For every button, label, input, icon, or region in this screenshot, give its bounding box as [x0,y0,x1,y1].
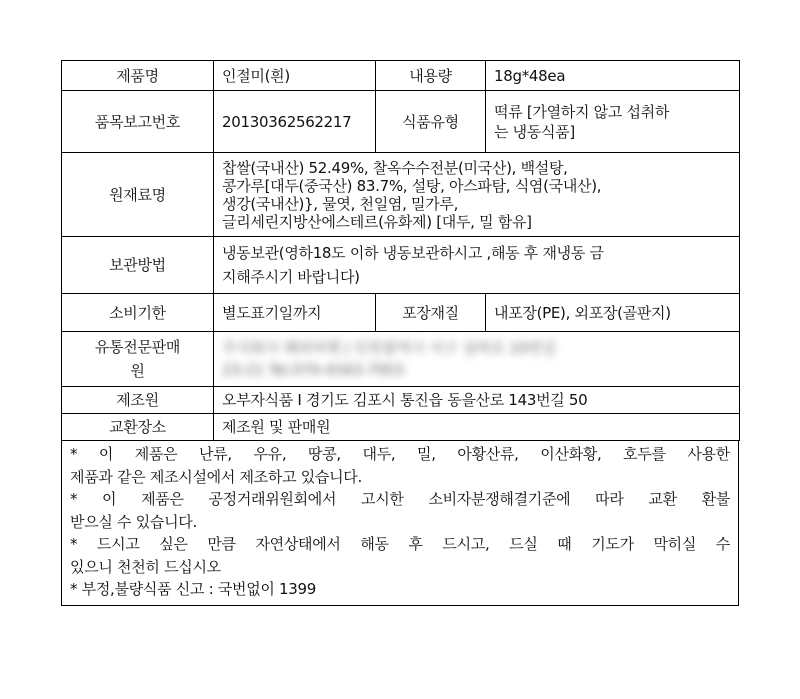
ingredients-row [62,153,740,237]
food-type-line-2: 는 냉동식품] [494,122,575,141]
report-number-value: 20130362562217 [214,91,376,153]
eating-notice-line-2: 있으니 천천히 드십시오 [70,557,221,576]
distributor-value-line-1: 주식회사 해피마켓 | 인천광역시 서구 실바로 10번길 [222,339,556,357]
distributor-value-line-2: 23-21 Tel.070-4343-7953 [222,361,405,379]
food-label-sheet [61,60,739,606]
packaging-label: 포장재질 [376,294,486,332]
ingredients-value [214,153,740,237]
ingredients-line-1: 찹쌀(국내산) 52.49%, 찰옥수수전분(미국산), 백설탕, [222,158,568,177]
product-name-value: 인절미(흰) [214,61,376,91]
distributor-label-line-2: 원 [130,362,145,380]
exchange-notice-line-2: 받으실 수 있습니다. [70,512,197,531]
distributor-label [62,332,214,387]
distributor-row [62,332,740,387]
ingredients-line-4: 글리세린지방산에스테르(유화제) [대두, 밀 함유] [222,212,532,231]
ingredients-line-2: 콩가루[대두(중국산) 83.7%, 설탕, 아스파탐, 식염(국내산), [222,176,602,195]
manufacturer-value: 오부자식품 I 경기도 김포시 통진읍 동을산로 143번길 50 [214,387,740,414]
expiry-value: 별도표기일까지 [214,294,376,332]
allergen-notice-line-1: * 이 제품은 난류, 우유, 땅콩, 대두, 밀, 아황산류, 이산화황, 호두를 사용한 [70,445,730,463]
distributor-value [214,332,740,387]
report-number-row [62,91,740,153]
storage-row [62,237,740,294]
product-name-row [62,61,740,91]
expiry-label: 소비기한 [62,294,214,332]
notice-box [61,441,739,606]
exchange-notice-line-1: * 이 제품은 공정거래위원회에서 고시한 소비자분쟁해결기준에 따라 교환 환불 [70,490,730,508]
ingredients-label: 원재료명 [62,153,214,237]
exchange-value: 제조원 및 판매원 [214,414,740,441]
food-type-line-1: 떡류 [가열하지 않고 섭취하 [494,102,670,121]
manufacturer-row [62,387,740,414]
product-name-label: 제품명 [62,61,214,91]
volume-value: 18g*48ea [486,61,740,91]
product-info-table [61,60,740,441]
storage-line-1: 냉동보관(영하18도 이하 냉동보관하시고 ,해동 후 재냉동 금 [222,244,604,262]
report-notice: * 부정,불량식품 신고 : 국번없이 1399 [70,580,317,598]
ingredients-line-3: 생강(국내산)}, 물엿, 천일염, 밀가루, [222,194,459,213]
distributor-label-line-1: 유통전문판매 [94,338,181,356]
allergen-notice-line-2: 제품과 같은 제조시설에서 제조하고 있습니다. [70,467,362,486]
volume-label: 내용량 [376,61,486,91]
expiry-row [62,294,740,332]
exchange-row [62,414,740,441]
report-number-label: 품목보고번호 [62,91,214,153]
storage-label: 보관방법 [62,237,214,294]
exchange-label: 교환장소 [62,414,214,441]
packaging-value: 내포장(PE), 외포장(골판지) [486,294,740,332]
food-type-label: 식품유형 [376,91,486,153]
eating-notice-line-1: * 드시고 싶은 만큼 자연상태에서 해동 후 드시고, 드실 때 기도가 막히실 수 [70,535,730,553]
storage-line-2: 지해주시기 바랍니다) [222,268,360,286]
food-type-value [486,91,740,153]
storage-value [214,237,740,294]
manufacturer-label: 제조원 [62,387,214,414]
